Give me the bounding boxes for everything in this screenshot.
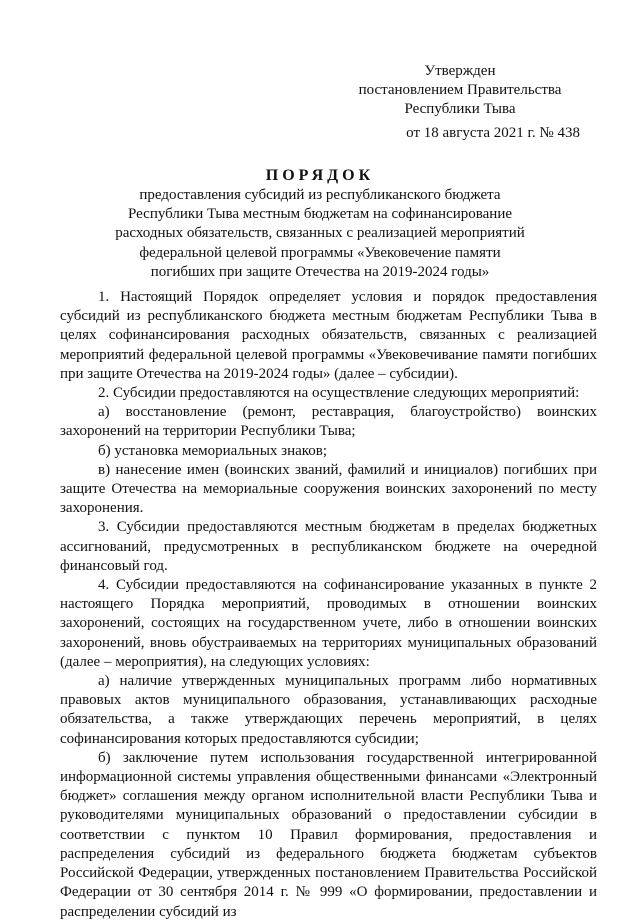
approval-line: Республики Тыва: [404, 101, 516, 117]
approval-line: постановлением Правительства: [358, 82, 562, 98]
paragraph: а) восстановление (ремонт, реставрация, благоустройство) воинских захоронений на территории Республики Тыва;: [60, 404, 597, 440]
paragraph: 1. Настоящий Порядок определяет условия и порядок предоставления субсидий из республиканского бюджета местным бюджетам Республики Тыва в целях софинансирования расходных обязательств, связанных с реализацией мероприятий федеральной целевой программы «Увековечивание памяти погибших при защите Отечества на 2019-2024 годы» (далее – субсидии).: [60, 289, 597, 382]
paragraph: б) установка мемориальных знаков;: [98, 442, 328, 459]
paragraph: 2. Субсидии предоставляются на осуществление следующих мероприятий:: [98, 385, 580, 402]
paragraph: 4. Субсидии предоставляются на софинансирование указанных в пункте 2 настоящего Порядка мероприятий, проводимых в отношении воинских захоронений, состоящих на государственном учете, либо в отношении воинских захоронений, вновь обустраиваемых на территориях муниципальных образований (далее – мероприятия), на следующих условиях:: [60, 577, 597, 670]
approval-line: Утвержден: [424, 63, 496, 79]
paragraph: в) нанесение имен (воинских званий, фамилий и инициалов) погибших при защите Отечества на мемориальные сооружения воинских захоронений по месту захоронения.: [60, 461, 597, 517]
approval-date: от 18 августа 2021 г. № 438: [406, 125, 580, 141]
document-title: ПОРЯДОК: [265, 167, 375, 184]
document-body: [60, 288, 597, 922]
paragraph: б) заключение путем использования государственной интегрированной информационной системы управления общественными финансами «Электронный бюджет» соглашения между органом исполнительной власти Республики Тыва и руководителями муниципальных образований о предоставлении субсидии в соответствии с пунктом 10 Правил формирования, предоставления и распределения субсидий из федерального бюджета бюджетам субъектов Российской Федерации, утвержденных постановлением Правительства Российской Федерации от 30 сентября 2014 г. № 999 «О формировании, предоставлении и распределении субсидий из: [60, 749, 597, 920]
approval-block: [340, 62, 580, 119]
paragraph: а) наличие утвержденных муниципальных программ либо нормативных правовых актов муниципального образования, устанавливающих расходные обязательства, а также утверждающих перечень мероприятий, в целях софинансирования которых предоставляются субсидии;: [60, 673, 597, 747]
paragraph: 3. Субсидии предоставляются местным бюджетам в пределах бюджетных ассигнований, предусмотренных в республиканском бюджете на очередной финансовый год.: [60, 519, 597, 574]
document-subtitle: предоставления субсидий из республиканского бюджета Республики Тыва местным бюджетам на софинансирование расходных обязательств, связанных с реализацией мероприятий федеральной целевой программы «Увековечение памяти погибших при защите Отечества на 2019-2024 годы»: [115, 187, 525, 280]
